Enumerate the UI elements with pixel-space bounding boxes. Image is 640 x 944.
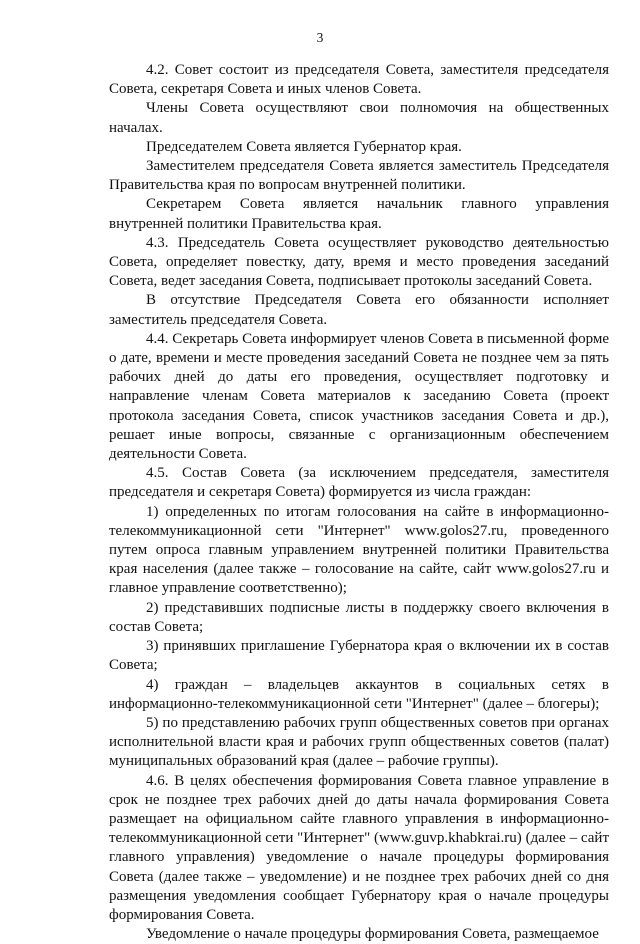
paragraph: 4.2. Совет состоит из председателя Совета, заместителя председателя Совета, секретаря Совета и иных членов Совета. bbox=[109, 62, 609, 98]
list-item: 5) по представлению рабочих групп общественных советов при органах исполнительной власти края и рабочих групп общественных советов (палат) муниципальных образований края (далее – рабочие группы). bbox=[109, 714, 609, 770]
list-item: 4) граждан – владельцев аккаунтов в социальных сетях в информационно-телекоммуникационной сети "Интернет" (далее – блогеры); bbox=[109, 676, 609, 712]
list-item: 3) принявших приглашение Губернатора края о включении их в состав Совета; bbox=[109, 638, 609, 674]
paragraph: 4.4. Секретарь Совета информирует членов Совета в письменной форме о дате, времени и месте проведения заседаний Совета не позднее чем за пять рабочих дней до даты его проведения, осуществляет подготовку и направление членам Совета материалов к заседанию Совета (проект протокола заседания Совета, список участников заседания Совета и др.), решает иные вопросы, связанные с организационным обеспечением деятельности Совета. bbox=[109, 330, 609, 463]
paragraph: 4.3. Председатель Совета осуществляет руководство деятельностью Совета, определяет повестку, дату, время и место проведения заседаний Совета, ведет заседания Совета, подписывает протоколы заседаний Совета. bbox=[109, 234, 609, 290]
paragraph: Председателем Совета является Губернатор края. bbox=[146, 138, 462, 155]
paragraph: 4.5. Состав Совета (за исключением председателя, заместителя председателя и секретаря Совета) формируется из числа граждан: bbox=[109, 465, 609, 501]
list-item: 1) определенных по итогам голосования на сайте в информационно-телекоммуникационной сети "Интернет" www.golos27.ru, проведенного путем опроса главным управлением внутренней политики Правительства края населения (далее также – голосование на сайте, сайт www.golos27.ru и главное управление соответственно); bbox=[109, 503, 609, 597]
paragraph: Уведомление о начале процедуры формирования Совета, размещаемое bbox=[146, 926, 599, 943]
paragraph: В отсутствие Председателя Совета его обязанности исполняет заместитель председателя Совета. bbox=[109, 292, 609, 328]
paragraph: Заместителем председателя Совета является заместитель Председателя Правительства края по вопросам внутренней политики. bbox=[109, 158, 609, 194]
paragraph: 4.6. В целях обеспечения формирования Совета главное управление в срок не позднее трех рабочих дней до даты начала формирования Совета размещает на официальном сайте главного управления в информационно-телекоммуникационной сети "Интернет" (www.guvp.khabkrai.ru) (далее – сайт главного управления) уведомление о начале процедуры формирования Совета (далее также – уведомление) и не позднее трех рабочих дней со дня размещения уведомления сообщает Губернатору края о начале процедуры формирования Совета. bbox=[109, 772, 609, 923]
document-body bbox=[109, 61, 609, 944]
page-number: 3 bbox=[316, 30, 324, 45]
paragraph: Секретарем Совета является начальник главного управления внутренней политики Правительства края. bbox=[109, 196, 609, 232]
list-item: 2) представивших подписные листы в поддержку своего включения в состав Совета; bbox=[109, 599, 609, 635]
paragraph: Члены Совета осуществляют свои полномочия на общественных началах. bbox=[109, 100, 609, 136]
